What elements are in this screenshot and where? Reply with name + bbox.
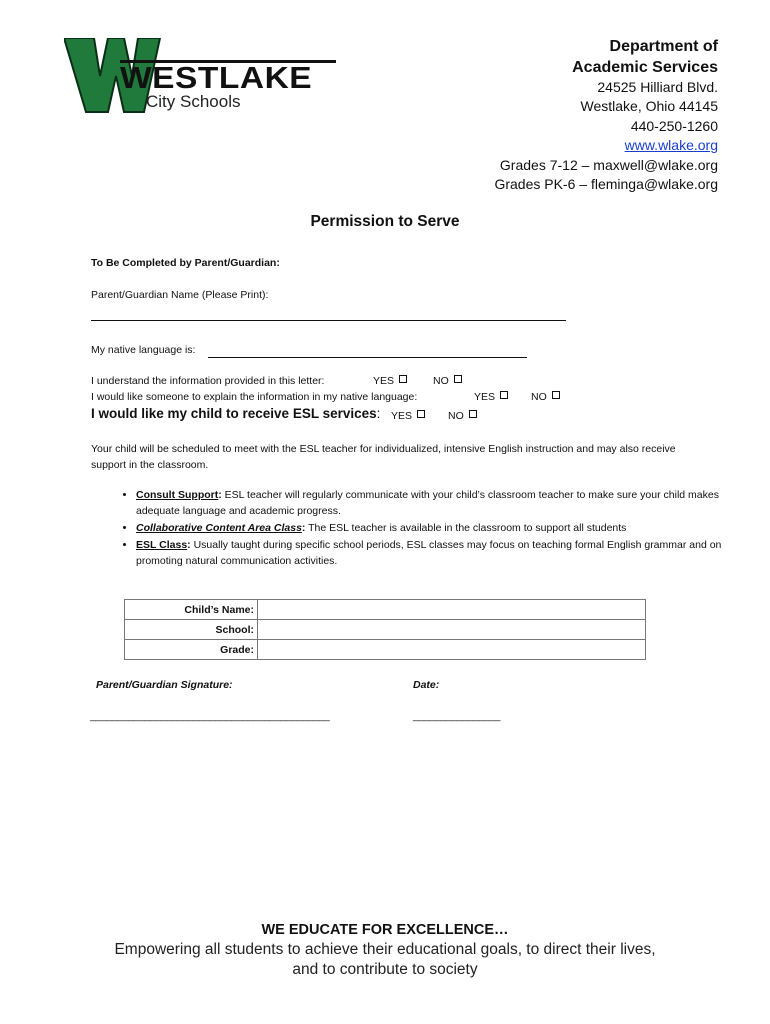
- checkbox-icon[interactable]: [552, 391, 560, 399]
- checkbox-icon[interactable]: [399, 375, 407, 383]
- q1-no-option[interactable]: NO: [433, 375, 462, 387]
- child-info-table: [124, 599, 646, 660]
- school-label: School:: [125, 620, 258, 640]
- native-language-label: My native language is:: [91, 344, 196, 356]
- question-explain: I would like someone to explain the information in my native language:: [91, 391, 418, 403]
- signature-label: Parent/Guardian Signature:: [96, 679, 233, 691]
- date-label: Date:: [413, 679, 440, 691]
- guardian-name-input[interactable]: [91, 320, 566, 321]
- grades-pk-6-contact: Grades PK-6 – fleminga@wlake.org: [494, 176, 718, 193]
- checkbox-icon[interactable]: [454, 375, 462, 383]
- option-consult-support: • Consult Support: ESL teacher will regularly communicate with your child’s classroom teacher to make sure your child makes adequate language and academic progress.: [136, 487, 736, 519]
- footer-mission: [0, 940, 770, 980]
- signature-line[interactable]: ____________________________________________: [90, 710, 330, 722]
- q3-no-option[interactable]: NO: [448, 410, 477, 422]
- checkbox-icon[interactable]: [469, 410, 477, 418]
- city-state-zip: Westlake, Ohio 44145: [580, 98, 718, 115]
- checkbox-icon[interactable]: [417, 410, 425, 418]
- child-name-field[interactable]: [258, 600, 646, 620]
- mission-line2: and to contribute to society: [292, 961, 478, 978]
- section-heading: To Be Completed by Parent/Guardian:: [91, 257, 280, 269]
- option-esl-class: • ESL Class: Usually taught during specific school periods, ESL classes may focus on teaching formal English grammar and on promoting natural communication activities.: [136, 537, 736, 569]
- logo-subtitle: City Schools: [146, 92, 241, 111]
- schedule-paragraph: Your child will be scheduled to meet with the ESL teacher for individualized, intensive English instruction and may also receive support in the classroom.: [91, 443, 676, 471]
- table-row: [125, 640, 646, 660]
- footer-motto: WE EDUCATE FOR EXCELLENCE…: [261, 922, 509, 938]
- school-field[interactable]: [258, 620, 646, 640]
- mission-line1: Empowering all students to achieve their educational goals, to direct their lives,: [114, 941, 656, 958]
- header-address-block: [494, 36, 718, 194]
- table-row: [125, 600, 646, 620]
- guardian-name-label: Parent/Guardian Name (Please Print):: [91, 289, 269, 301]
- phone-number: 440-250-1260: [630, 117, 718, 134]
- native-language-input[interactable]: [208, 357, 527, 358]
- question-esl-services: I would like my child to receive ESL services:: [91, 406, 381, 421]
- logo-wordmark: WESTLAKE: [120, 60, 313, 95]
- question-understand: I understand the information provided in this letter:: [91, 375, 325, 387]
- option-collaborative-class: • Collaborative Content Area Class: The ESL teacher is available in the classroom to support all students: [136, 520, 736, 536]
- table-row: [125, 620, 646, 640]
- child-name-label: Child’s Name:: [125, 600, 258, 620]
- grades-7-12-contact: Grades 7-12 – maxwell@wlake.org: [499, 156, 718, 173]
- department-line2: Academic Services: [572, 59, 718, 76]
- department-line1: Department of: [609, 38, 718, 55]
- q2-yes-option[interactable]: YES: [474, 391, 508, 403]
- q2-no-option[interactable]: NO: [531, 391, 560, 403]
- service-options-list: [92, 487, 736, 570]
- form-title: Permission to Serve: [310, 213, 460, 230]
- checkbox-icon[interactable]: [500, 391, 508, 399]
- grade-field[interactable]: [258, 640, 646, 660]
- website-link[interactable]: www.wlake.org: [624, 137, 718, 154]
- grade-label: Grade:: [125, 640, 258, 660]
- street-address: 24525 Hilliard Blvd.: [597, 79, 718, 95]
- date-line[interactable]: ________________: [413, 710, 501, 722]
- q3-yes-option[interactable]: YES: [391, 410, 425, 422]
- q1-yes-option[interactable]: YES: [373, 375, 407, 387]
